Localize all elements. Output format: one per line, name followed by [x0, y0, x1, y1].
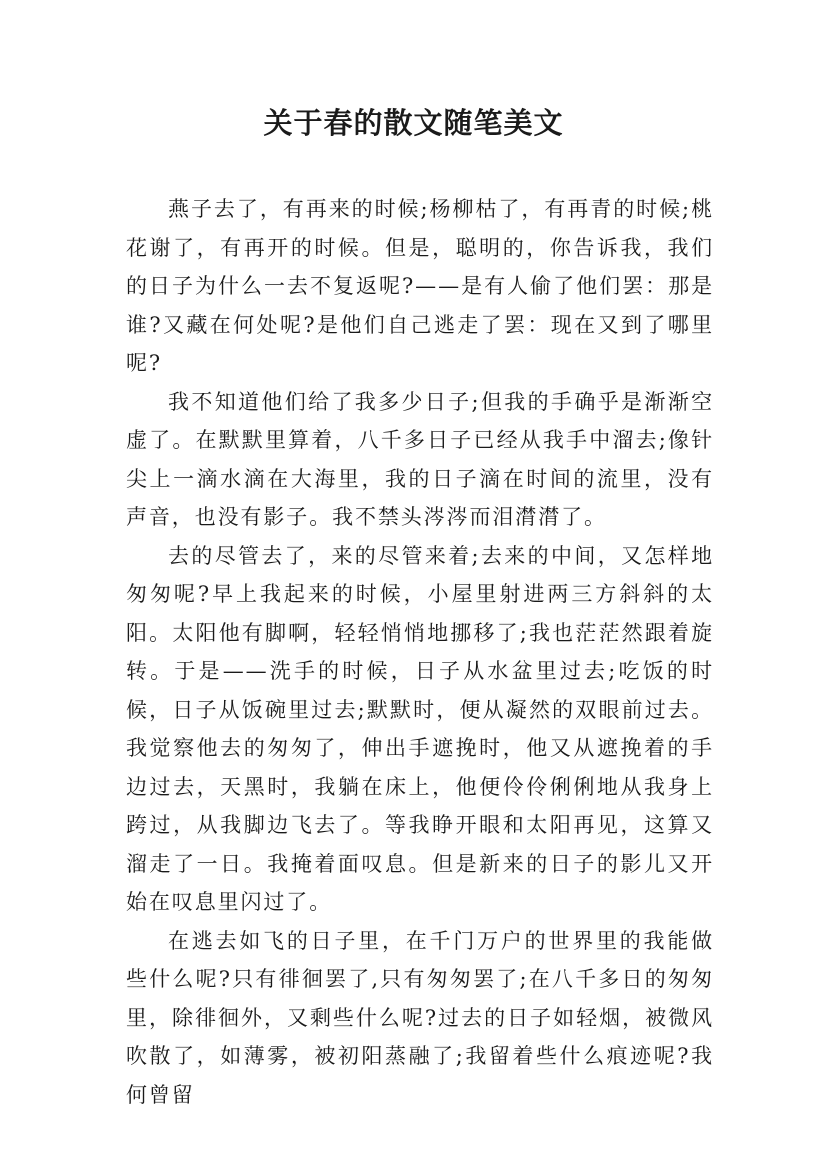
document-title: 关于春的散文随笔美文: [263, 106, 564, 140]
paragraph-1: 燕子去了，有再来的时候;杨柳枯了，有再青的时候;桃花谢了，有再开的时候。但是，聪明的，你告诉我，我们的日子为什么一去不复返呢?——是有人偷了他们罢：那是谁?又藏在何处呢?是他们自己逃走了罢：现在又到了哪里呢?: [126, 197, 714, 375]
paragraph-2: 我不知道他们给了我多少日子;但我的手确乎是渐渐空虚了。在默默里算着，八千多日子已经从我手中溜去;像针尖上一滴水滴在大海里，我的日子滴在时间的流里，没有声音，也没有影子。我不禁头涔涔而泪潸潸了。: [126, 389, 714, 529]
paragraph-4: 在逃去如飞的日子里，在千门万户的世界里的我能做些什么呢?只有徘徊罢了,只有匆匆罢了;在八千多日的匆匆里，除徘徊外，又剩些什么呢?过去的日子如轻烟，被微风吹散了，如薄雾，被初阳蒸融了;我留着些什么痕迹呢?我何曾留: [126, 928, 714, 1107]
paragraph-3: 去的尽管去了，来的尽管来着;去来的中间，又怎样地匆匆呢?早上我起来的时候，小屋里射进两三方斜斜的太阳。太阳他有脚啊，轻轻悄悄地挪移了;我也茫茫然跟着旋转。于是——洗手的时候，日子从水盆里过去;吃饭的时候，日子从饭碗里过去;默默时，便从凝然的双眼前过去。我觉察他去的匆匆了，伸出手遮挽时，他又从遮挽着的手边过去，天黑时，我躺在床上，他便伶伶俐俐地从我身上跨过，从我脚边飞去了。等我睁开眼和太阳再见，这算又溜走了一日。我掩着面叹息。但是新来的日子的影儿又开始在叹息里闪过了。: [126, 543, 714, 914]
document-body: [126, 190, 714, 1114]
